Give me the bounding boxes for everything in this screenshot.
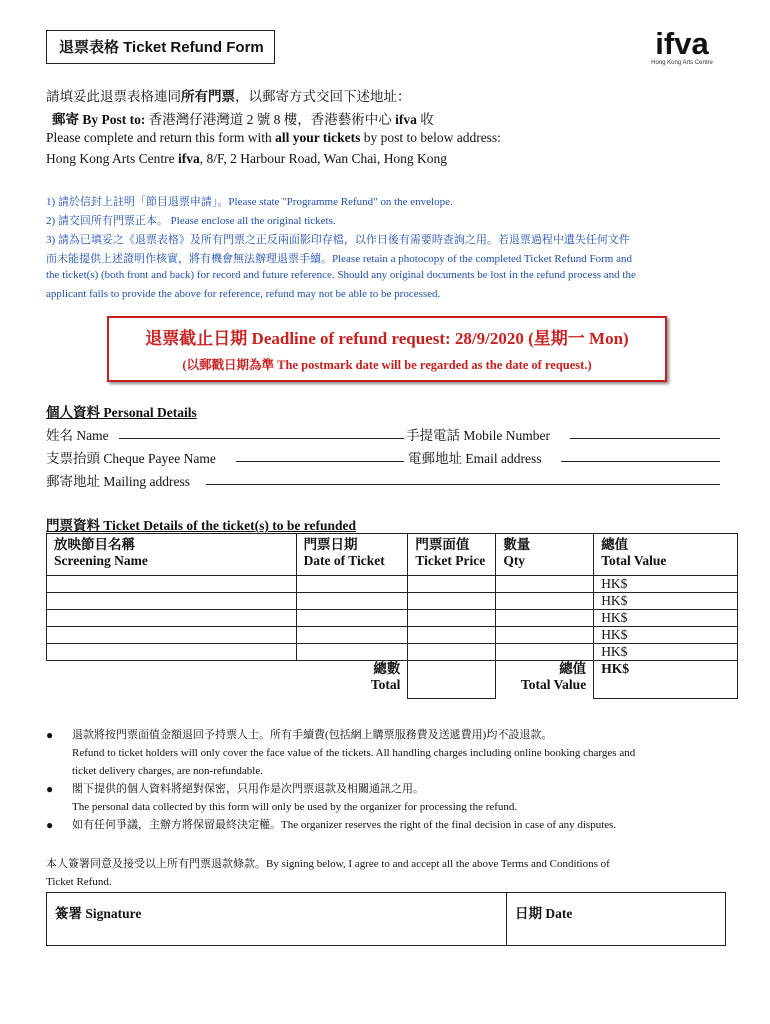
col-qty-en: Qty [503,553,526,568]
agreement-line-1: 本人簽署同意及接受以上所有門票退款條款。By signing below, I agree to and accept all the above Terms and Conditions of [46,858,610,870]
table-header-row [47,534,738,576]
table-row [47,627,738,644]
date-cell[interactable] [296,576,408,593]
total-value-label [496,661,594,699]
mobile-label: 手提電話 Mobile Number [406,428,550,443]
note-2: 2) 請交回所有門票正本。 Please enclose all the original tickets. [46,215,336,227]
ticket-details-heading: 門票資料 Ticket Details of the ticket(s) to be refunded [46,518,356,533]
price-cell[interactable] [408,627,496,644]
intro-en-bold: all your tickets [275,130,361,145]
term-3: 如有任何爭議，主辦方將保留最終決定權。The organizer reserves the right of the final decision in case of any disputes. [72,819,617,831]
total-label-zh: 總數 [373,661,401,676]
term-2-zh: 閣下提供的個人資料將絕對保密，只用作是次門票退款及相關通訊之用。 [72,783,424,795]
total-value-cell[interactable]: HK$ [594,644,738,661]
post-recipient: 收 [416,112,434,127]
table-row [47,593,738,610]
post-to-line [52,108,434,128]
note-3-cont-1: 而未能提供上述證明作核實，將有機會無法辦理退票手續。Please retain a photocopy of the completed Ticket Refund Form and [46,253,632,265]
total-value-cell[interactable]: HK$ [594,576,738,593]
date-cell[interactable] [296,610,408,627]
col-date-zh: 門票日期 [303,537,358,552]
postmark-note: (以郵戳日期為準 The postmark date will be regarded as the date of request.) [182,358,592,372]
agreement-text [46,855,726,891]
name-label: 姓名 Name [46,428,109,443]
screening-name-cell[interactable] [47,644,297,661]
logo-subtitle: Hong Kong Arts Centre [651,60,713,66]
date-cell[interactable] [296,644,408,661]
deadline-text: 退票截止日期 Deadline of refund request: 28/9/2020 (星期一 Mon) [145,329,629,348]
qty-cell[interactable] [496,610,594,627]
email-field[interactable] [561,461,720,462]
bullet-icon: ● [46,782,54,796]
price-cell[interactable] [408,610,496,627]
col-ticket-price [408,534,496,576]
post-ifva: ifva [395,112,417,127]
note-1: 1) 請於信封上註明「節目退票申請」。Please state "Programme Refund" on the envelope. [46,196,453,208]
agreement-line-2: Ticket Refund. [46,876,112,888]
col-date-of-ticket [296,534,408,576]
col-date-en: Date of Ticket [303,553,385,568]
terms-list [46,726,736,834]
note-3-cont-2: the ticket(s) (both front and back) for record and future reference. Should any original documents be lost in the refund process and the [46,269,636,281]
logo-wordmark: ifva [655,26,709,61]
col-screening-name-en: Screening Name [54,553,148,568]
bullet-icon: ● [46,818,54,832]
price-cell[interactable] [408,593,496,610]
form-title: 退票表格 Ticket Refund Form [46,30,275,64]
table-row [47,644,738,661]
totals-row [47,661,738,699]
bullet-icon: ● [46,728,54,742]
col-price-zh: 門票面值 [415,537,470,552]
intro-zh [46,85,411,105]
col-screening-name [47,534,297,576]
intro-zh-bold: 所有門票 [181,89,235,104]
col-total-value [594,534,738,576]
price-cell[interactable] [408,576,496,593]
deadline-box [107,316,667,382]
total-value-cell[interactable]: HK$ [594,627,738,644]
mobile-field[interactable] [570,438,720,439]
date-cell[interactable] [296,627,408,644]
screening-name-cell[interactable] [47,627,297,644]
term-item [46,816,736,834]
post-label: 郵寄 By Post to: [52,112,146,127]
term-item [46,780,736,816]
qty-cell[interactable] [496,576,594,593]
mailing-label: 郵寄地址 Mailing address [46,474,190,489]
ifva-logo [644,28,720,67]
address-suffix: , 8/F, 2 Harbour Road, Wan Chai, Hong Kong [199,151,448,166]
term-2-en: The personal data collected by this form will only be used by the organizer for processing the refund. [72,801,518,813]
qty-cell[interactable] [496,644,594,661]
term-1-zh: 退款將按門票面值金額退回予持票人士。所有手續費(包括網上購票服務費及送遞費用)均不設退款。 [72,729,553,741]
screening-name-cell[interactable] [47,593,297,610]
term-1-en: Refund to ticket holders will only cover the face value of the tickets. All handling charges including online booking charges and [72,747,636,759]
intro-en-prefix: Please complete and return this form with [46,130,276,145]
payee-field[interactable] [236,461,404,462]
date-label: 日期 Date [515,906,573,921]
total-qty-label [296,661,408,699]
intro-zh-prefix: 請填妥此退票表格連同 [46,89,181,104]
total-qty-cell[interactable] [408,661,496,699]
intro-zh-suffix: ，以郵寄方式交回下述地址： [235,89,411,104]
qty-cell[interactable] [496,593,594,610]
email-label: 電郵地址 Email address [408,451,542,466]
screening-name-cell[interactable] [47,610,297,627]
intro-en-suffix: by post to below address: [360,130,501,145]
personal-details-heading: 個人資料 Personal Details [46,405,197,420]
col-total-en: Total Value [601,553,667,568]
mailing-field[interactable] [206,484,720,485]
col-screening-name-zh: 放映節目名稱 [54,537,135,552]
name-field[interactable] [119,438,404,439]
total-value-label-zh: 總值 [559,661,587,676]
grand-total-cell[interactable]: HK$ [594,661,738,699]
totals-spacer [47,661,297,699]
total-value-label-en: Total Value [521,677,587,692]
total-label-en: Total [370,677,401,692]
price-cell[interactable] [408,644,496,661]
ticket-table [46,533,738,699]
screening-name-cell[interactable] [47,576,297,593]
total-value-cell[interactable]: HK$ [594,610,738,627]
address-prefix: Hong Kong Arts Centre [46,151,178,166]
signature-label: 簽署 Signature [55,906,142,921]
post-address-zh: 香港灣仔港灣道 2 號 8 樓，香港藝術中心 [145,112,396,127]
address-ifva: ifva [178,151,200,166]
table-row [47,610,738,627]
table-row [47,576,738,593]
note-3-cont-3: applicant fails to provide the above for reference, refund may not be able to be processed. [46,288,441,300]
col-qty [496,534,594,576]
col-price-en: Ticket Price [415,553,486,568]
address-en [46,151,447,167]
signature-divider [506,893,507,945]
term-1-en-cont: ticket delivery charges, are non-refundable. [72,765,263,777]
note-3: 3) 請為已填妥之《退票表格》及所有門票之正反兩面影印存檔，以作日後有需要時查詢之用。若退票過程中遺失任何文件 [46,234,630,246]
total-value-cell[interactable]: HK$ [594,593,738,610]
intro-en [46,130,501,146]
signature-box [46,892,726,946]
col-total-zh: 總值 [601,537,629,552]
date-cell[interactable] [296,593,408,610]
payee-label: 支票抬頭 Cheque Payee Name [46,451,216,466]
term-item [46,726,736,780]
qty-cell[interactable] [496,627,594,644]
col-qty-zh: 數量 [503,537,531,552]
